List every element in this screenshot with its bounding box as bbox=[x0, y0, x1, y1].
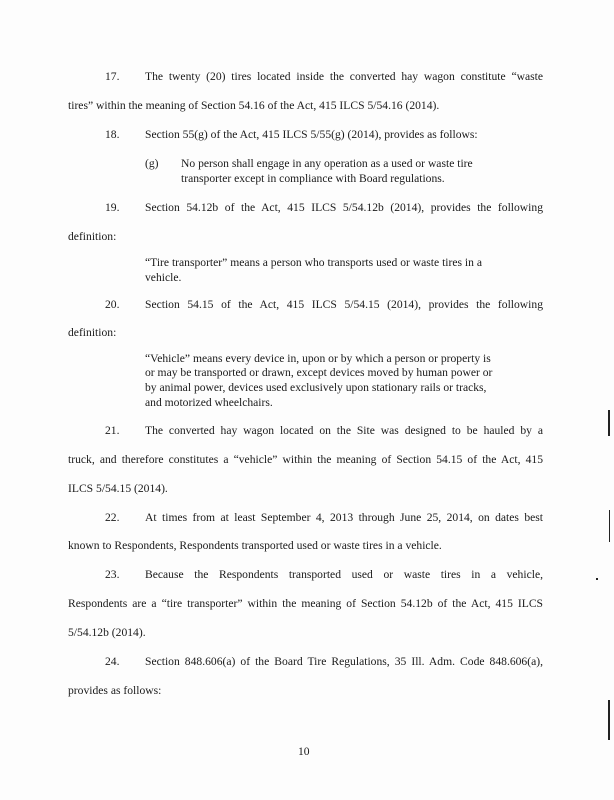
para-19-quote-line-1: “Tire transporter” means a person who transports used or waste tires in a bbox=[145, 256, 482, 269]
para-22-number: 22. bbox=[105, 511, 120, 524]
para-22-line-1: At times from at least September 4, 2013 through June 25, 2014, on dates best bbox=[145, 511, 543, 524]
para-23-line-3: 5/54.12b (2014). bbox=[68, 626, 146, 639]
para-18-line-1: Section 55(g) of the Act, 415 ILCS 5/55(g) (2014), provides as follows: bbox=[145, 128, 478, 141]
para-18-quote-label: (g) bbox=[145, 157, 159, 170]
page-number: 10 bbox=[298, 745, 310, 758]
para-21-line-2: truck, and therefore constitutes a “vehicle” within the meaning of Section 54.15 of the Act, 415 bbox=[68, 453, 543, 466]
para-20-number: 20. bbox=[105, 298, 120, 311]
para-19-line-1: Section 54.12b of the Act, 415 ILCS 5/54.12b (2014), provides the following bbox=[145, 201, 543, 214]
para-24-line-1: Section 848.606(a) of the Board Tire Regulations, 35 Ill. Adm. Code 848.606(a), bbox=[145, 655, 543, 668]
para-21-number: 21. bbox=[105, 424, 120, 437]
para-17-line-2: tires” within the meaning of Section 54.16 of the Act, 415 ILCS 5/54.16 (2014). bbox=[68, 99, 440, 112]
para-23-line-2: Respondents are a “tire transporter” within the meaning of Section 54.12b of the Act, 415 ILCS bbox=[68, 597, 543, 610]
scan-edge-mark bbox=[608, 410, 610, 436]
para-20-quote-line-2: or may be transported or drawn, except devices moved by human power or bbox=[145, 366, 493, 379]
para-18-quote-line-1: No person shall engage in any operation as a used or waste tire bbox=[181, 157, 473, 170]
para-23-line-1: Because the Respondents transported used or waste tires in a vehicle, bbox=[145, 568, 543, 581]
scan-edge-mark bbox=[609, 510, 610, 542]
para-19-number: 19. bbox=[105, 201, 120, 214]
para-20-quote-line-4: and motorized wheelchairs. bbox=[145, 396, 273, 409]
para-22-line-2: known to Respondents, Respondents transported used or waste tires in a vehicle. bbox=[68, 539, 442, 552]
para-18-quote-line-2: transporter except in compliance with Board regulations. bbox=[181, 172, 445, 185]
scan-edge-mark bbox=[608, 700, 610, 740]
para-20-quote-line-3: by animal power, devices used exclusively upon stationary rails or tracks, bbox=[145, 381, 487, 394]
para-18-number: 18. bbox=[105, 128, 120, 141]
para-23-number: 23. bbox=[105, 568, 120, 581]
para-17-number: 17. bbox=[105, 70, 120, 83]
para-24-number: 24. bbox=[105, 655, 120, 668]
para-20-line-2: definition: bbox=[68, 326, 117, 339]
para-20-quote-line-1: “Vehicle” means every device in, upon or by which a person or property is bbox=[145, 352, 491, 365]
para-19-line-2: definition: bbox=[68, 230, 117, 243]
scan-speck bbox=[596, 578, 598, 580]
para-19-quote-line-2: vehicle. bbox=[145, 271, 182, 284]
para-24-line-2: provides as follows: bbox=[68, 684, 162, 697]
para-17-line-1: The twenty (20) tires located inside the converted hay wagon constitute “waste bbox=[145, 70, 543, 83]
para-21-line-1: The converted hay wagon located on the Site was designed to be hauled by a bbox=[145, 424, 543, 437]
para-21-line-3: ILCS 5/54.15 (2014). bbox=[68, 482, 168, 495]
para-20-line-1: Section 54.15 of the Act, 415 ILCS 5/54.15 (2014), provides the following bbox=[145, 298, 543, 311]
